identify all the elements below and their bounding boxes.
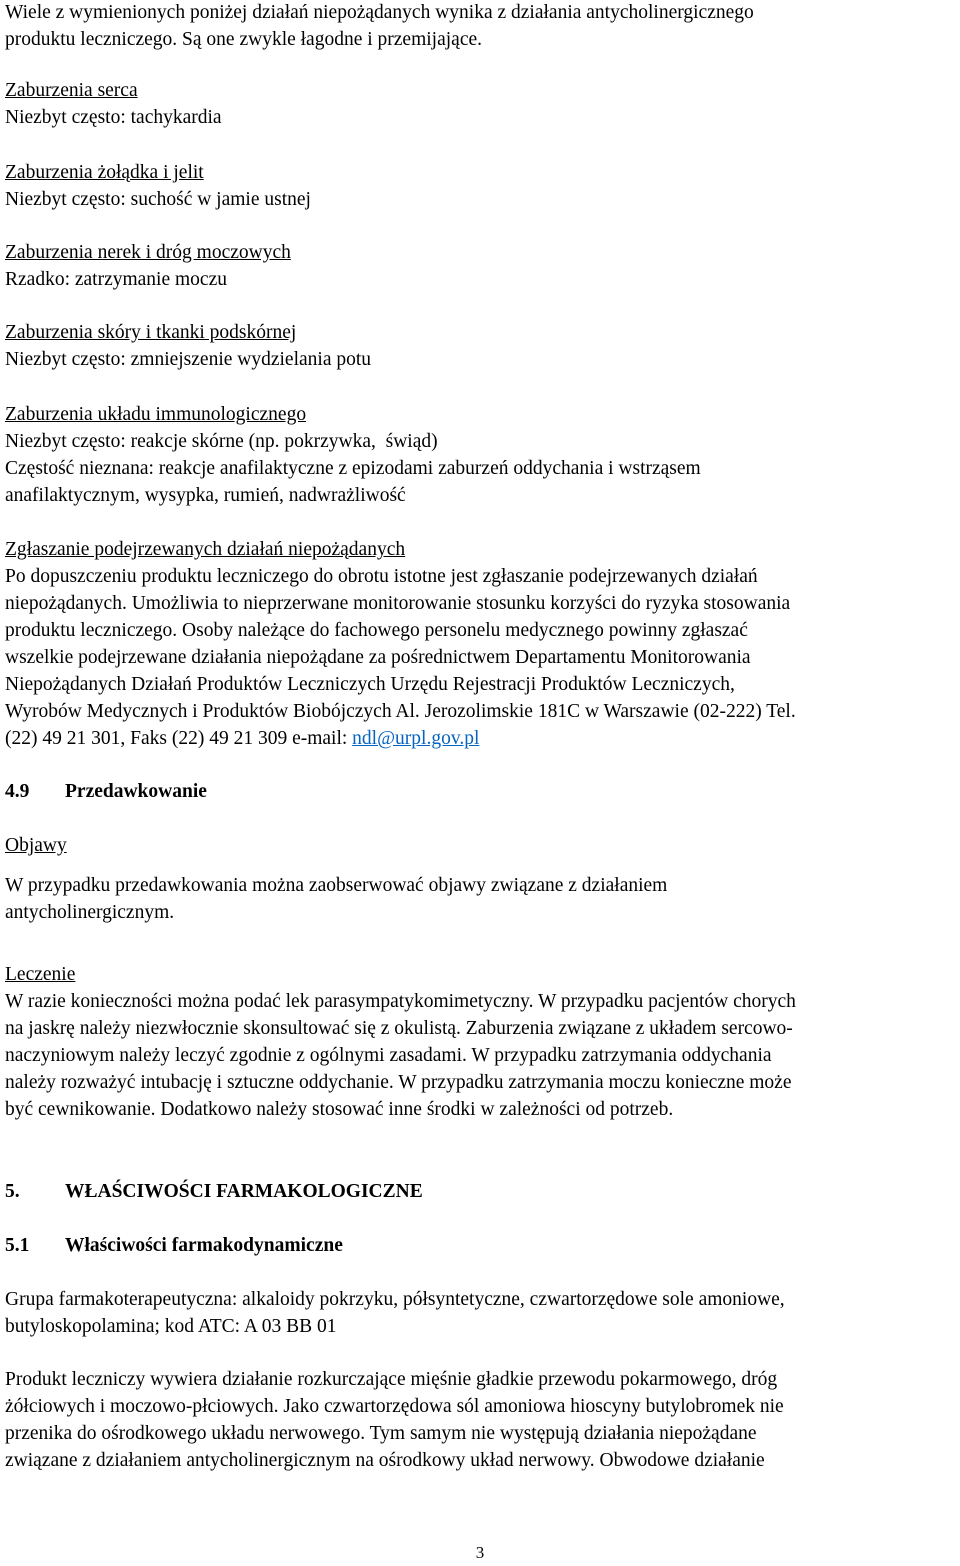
treatment-line: być cewnikowanie. Dodatkowo należy stosować inne środki w zależności od potrzeb. <box>5 1099 674 1120</box>
reporting-line: wszelkie podejrzewane działania niepożądane za pośrednictwem Departamentu Monitorowania <box>5 647 751 668</box>
heading-section-5 <box>5 1178 423 1205</box>
page-number: 3 <box>475 1543 485 1562</box>
treatment-line: W razie konieczności można podać lek parasympatykomimetyczny. W przypadku pacjentów chorych <box>5 991 796 1012</box>
heading-overdose <box>5 778 207 805</box>
action-line: przenika do ośrodkowego układu nerwowego. Tym samym nie występują działania niepożądane <box>5 1423 757 1444</box>
section-line: Niezbyt często: zmniejszenie wydzielania potu <box>5 349 372 370</box>
section-line: Niezbyt często: tachykardia <box>5 107 222 128</box>
heading-number: 5. <box>5 1181 20 1202</box>
reporting-line: niepożądanych. Umożliwia to nieprzerwane monitorowanie stosunku korzyści do ryzyka stosowania <box>5 593 791 614</box>
section-line: anafilaktycznym, wysypka, rumień, nadwrażliwość <box>5 485 406 506</box>
action-line: żółciowych i moczowo-płciowych. Jako czwartorzędowa sól amoniowa hioscyny butylobromek nie <box>5 1396 784 1417</box>
intro-line: Wiele z wymienionych poniżej działań niepożądanych wynika z działania antycholinergicznego <box>5 2 754 23</box>
heading-title: WŁAŚCIWOŚCI FARMAKOLOGICZNE <box>65 1181 423 1202</box>
contact-prefix: (22) 49 21 301, Faks (22) 49 21 309 e-mail: <box>5 728 353 749</box>
atc-group-line: butyloskopolamina; kod ATC: A 03 BB 01 <box>5 1316 337 1337</box>
reporting-title: Zgłaszanie podejrzewanych działań niepożądanych <box>5 539 406 560</box>
section-title-renal: Zaburzenia nerek i dróg moczowych <box>5 242 291 263</box>
heading-title: Właściwości farmakodynamiczne <box>65 1235 343 1256</box>
email-link[interactable]: ndl@urpl.gov.pl <box>352 728 480 749</box>
section-line: Niezbyt często: reakcje skórne (np. pokrzywka, świąd) <box>5 431 438 452</box>
section-line: Niezbyt często: suchość w jamie ustnej <box>5 189 311 210</box>
heading-title: Przedawkowanie <box>65 781 207 802</box>
section-title-immune: Zaburzenia układu immunologicznego <box>5 404 307 425</box>
section-line: Rzadko: zatrzymanie moczu <box>5 269 227 290</box>
action-line: Produkt leczniczy wywiera działanie rozkurczające mięśnie gładkie przewodu pokarmowego, dróg <box>5 1369 778 1390</box>
reporting-line: produktu leczniczego. Osoby należące do fachowego personelu medycznego powinny zgłaszać <box>5 620 748 641</box>
section-title-cardiac: Zaburzenia serca <box>5 80 138 101</box>
atc-group-line: Grupa farmakoterapeutyczna: alkaloidy pokrzyku, półsyntetyczne, czwartorzędowe sole amoniowe, <box>5 1289 785 1310</box>
section-title-gastro: Zaburzenia żołądka i jelit <box>5 162 204 183</box>
section-title-skin: Zaburzenia skóry i tkanki podskórnej <box>5 322 297 343</box>
treatment-line: naczyniowym należy leczyć zgodnie z ogólnymi zasadami. W przypadku zatrzymania oddychania <box>5 1045 772 1066</box>
reporting-line: Po dopuszczeniu produktu leczniczego do obrotu istotne jest zgłaszanie podejrzewanych działań <box>5 566 758 587</box>
reporting-line: Wyrobów Medycznych i Produktów Biobójczych Al. Jerozolimskie 181C w Warszawie (02-222) Tel. <box>5 701 796 722</box>
intro-line: produktu leczniczego. Są one zwykle łagodne i przemijające. <box>5 29 483 50</box>
reporting-contact-line <box>5 725 479 752</box>
symptoms-line: antycholinergicznym. <box>5 902 175 923</box>
reporting-line: Niepożądanych Działań Produktów Leczniczych Urzędu Rejestracji Produktów Leczniczych, <box>5 674 735 695</box>
symptoms-line: W przypadku przedawkowania można zaobserwować objawy związane z działaniem <box>5 875 668 896</box>
heading-number: 5.1 <box>5 1235 30 1256</box>
symptoms-title: Objawy <box>5 835 67 856</box>
section-line: Częstość nieznana: reakcje anafilaktyczne z epizodami zaburzeń oddychania i wstrząsem <box>5 458 701 479</box>
treatment-line: należy rozważyć intubację i sztuczne oddychanie. W przypadku zatrzymania moczu konieczne może <box>5 1072 792 1093</box>
treatment-title: Leczenie <box>5 964 76 985</box>
heading-section-5-1 <box>5 1232 343 1259</box>
heading-number: 4.9 <box>5 781 30 802</box>
treatment-line: na jaskrę należy niezwłocznie skonsultować się z okulistą. Zaburzenia związane z układem sercowo- <box>5 1018 793 1039</box>
action-line: związane z działaniem antycholinergicznym na ośrodkowy układ nerwowy. Obwodowe działanie <box>5 1450 765 1471</box>
